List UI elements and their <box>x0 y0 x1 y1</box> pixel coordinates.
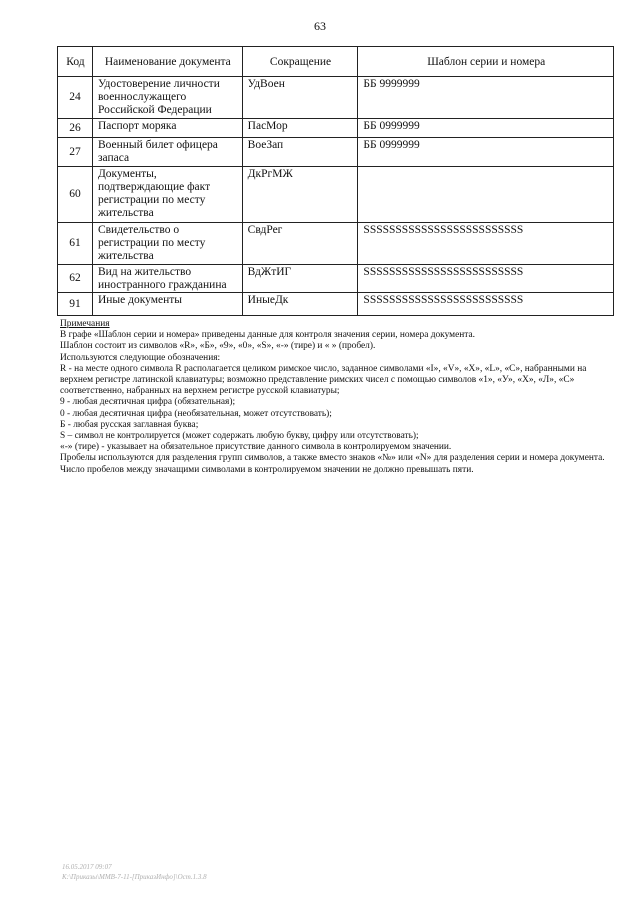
row-code: 62 <box>58 265 93 293</box>
footer-stamp <box>62 862 207 882</box>
row-code: 60 <box>58 167 93 223</box>
notes-section <box>60 319 616 476</box>
row-abbreviation: ДкРгМЖ <box>242 167 358 223</box>
row-template: SSSSSSSSSSSSSSSSSSSSSSSSS <box>358 223 614 265</box>
footer-file-path: К:\Приказы\ММВ-7-11-[ПриказИнфо]\Ост.1.3.8 <box>62 873 207 881</box>
row-name: Свидетельство о регистрации по месту жительства <box>92 223 242 265</box>
row-abbreviation: УдВоен <box>242 77 358 119</box>
row-name: Иные документы <box>92 293 242 316</box>
table-row <box>58 293 614 316</box>
footer-timestamp: 16.05.2017 09:07 <box>62 863 112 871</box>
row-abbreviation: ВдЖтИГ <box>242 265 358 293</box>
row-name: Паспорт моряка <box>92 119 242 138</box>
table-row <box>58 265 614 293</box>
notes-line: R - на месте одного символа R располагается целиком римское число, заданное символами «I», «V», «X», «L», «С», набранными на верхнем регистре латинской клавиатуры; возможно представление римских чисел с помощью символов «1», «У», «Х», «Л», «С» соответственно, набранных на верхнем регистре русской клавиатуры; <box>60 363 587 397</box>
column-header-abbreviation: Сокращение <box>242 47 358 77</box>
notes-line: «-» (тире) - указывает на обязательное присутствие данного символа в контролируемом значении. <box>60 442 452 453</box>
notes-line: Пробелы используются для разделения групп символов, а также вместо знаков «№» или «N» для разделения серии и номера документа. <box>60 453 605 464</box>
notes-line: Шаблон состоит из символов «R», «Б», «9», «0», «S», «-» (тире) и « » (пробел). <box>60 341 376 352</box>
row-template: SSSSSSSSSSSSSSSSSSSSSSSSS <box>358 293 614 316</box>
row-template <box>358 167 614 223</box>
document-types-table <box>57 46 614 316</box>
page-number: 63 <box>314 19 326 33</box>
notes-line: В графе «Шаблон серии и номера» приведены данные для контроля значения серии, номера документа. <box>60 330 475 341</box>
row-template: SSSSSSSSSSSSSSSSSSSSSSSSS <box>358 265 614 293</box>
row-name: Военный билет офицера запаса <box>92 138 242 167</box>
table-row <box>58 138 614 167</box>
notes-line: Б - любая русская заглавная буква; <box>60 419 199 430</box>
notes-line: Используются следующие обозначения: <box>60 352 221 363</box>
row-name: Документы, подтверждающие факт регистрации по месту жительства <box>92 167 242 223</box>
row-template: ББ 0999999 <box>358 119 614 138</box>
column-header-code: Код <box>58 47 93 77</box>
notes-title: Примечания <box>60 319 110 329</box>
column-header-name: Наименование документа <box>92 47 242 77</box>
row-abbreviation: СвдРег <box>242 223 358 265</box>
table-row <box>58 223 614 265</box>
column-header-template: Шаблон серии и номера <box>358 47 614 77</box>
row-code: 26 <box>58 119 93 138</box>
row-code: 24 <box>58 77 93 119</box>
table-row <box>58 77 614 119</box>
row-template: ББ 9999999 <box>358 77 614 119</box>
row-name: Вид на жительство иностранного гражданина <box>92 265 242 293</box>
row-code: 91 <box>58 293 93 316</box>
notes-line: 9 - любая десятичная цифра (обязательная); <box>60 397 236 408</box>
table-row <box>58 119 614 138</box>
row-abbreviation: ВоеЗап <box>242 138 358 167</box>
notes-line: S – символ не контролируется (может содержать любую букву, цифру или отсутствовать); <box>60 431 419 442</box>
row-code: 27 <box>58 138 93 167</box>
row-template: ББ 0999999 <box>358 138 614 167</box>
notes-line: 0 - любая десятичная цифра (необязательная, может отсутствовать); <box>60 408 332 419</box>
row-code: 61 <box>58 223 93 265</box>
row-name: Удостоверение личности военнослужащего Российской Федерации <box>92 77 242 119</box>
notes-line: Число пробелов между значащими символами в контролируемом значении не должно превышать пяти. <box>60 464 474 475</box>
table-row <box>58 167 614 223</box>
row-abbreviation: ИныеДк <box>242 293 358 316</box>
row-abbreviation: ПасМор <box>242 119 358 138</box>
table-header-row <box>58 47 614 77</box>
